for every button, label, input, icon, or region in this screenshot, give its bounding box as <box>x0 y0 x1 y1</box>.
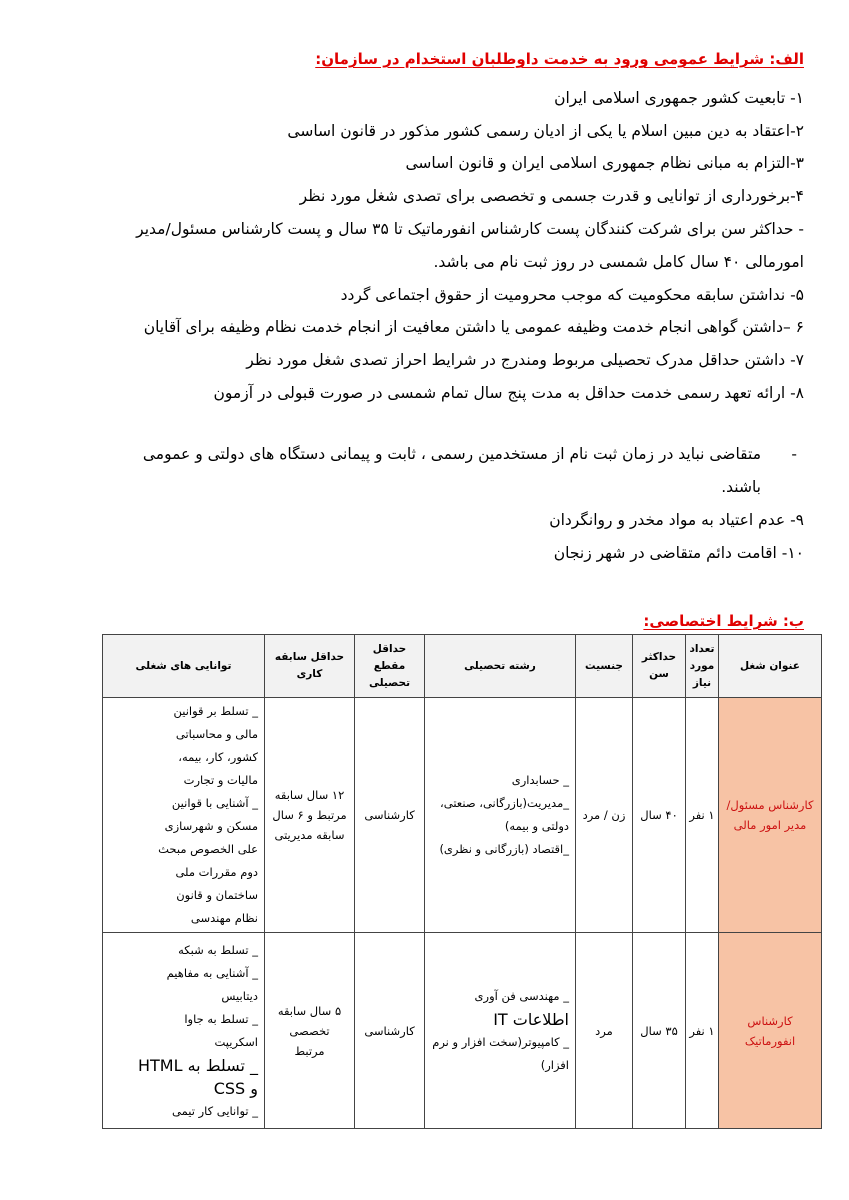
field-line: افزار) <box>540 1057 569 1072</box>
requirement-item: - حداکثر سن برای شرکت کنندگان پست کارشناس انفورماتیک تا ۳۵ سال و پست کارشناس مسئول/مدیر <box>136 220 804 238</box>
skill-line: علی الخصوص مبحث <box>158 842 258 856</box>
skill-line: ساختمان و قانون <box>176 888 258 902</box>
skill-line: _ تسلط به جاوا <box>184 1011 258 1026</box>
section-a-heading: الف: شرایط عمومی ورود به خدمت داوطلبان استخدام در سازمان: <box>315 50 804 68</box>
experience-line: مرتبط و ۶ سال <box>272 808 347 822</box>
gender-cell: مرد <box>576 933 633 1129</box>
skill-line: اسکریپت <box>214 1034 258 1049</box>
skill-line: مالی و محاسباتی <box>175 727 258 741</box>
experience-line: سابقه مدیریتی <box>274 828 345 842</box>
job-requirements-table <box>102 634 822 1129</box>
experience-line: مرتبط <box>294 1043 325 1058</box>
age-cell: ۳۵ سال <box>633 933 686 1129</box>
column-header: توانایی های شغلی <box>103 635 265 698</box>
note-bullet: - <box>791 445 797 463</box>
requirement-item: ۶ –داشتن گواهی انجام خدمت وظیفه عمومی یا داشتن معافیت از انجام خدمت نظام وظیفه برای آقایان <box>143 318 804 336</box>
skills-cell <box>103 698 265 933</box>
requirement-item: ۱۰- اقامت دائم متقاضی در شهر زنجان <box>553 544 804 562</box>
field-line: _مدیریت(بازرگانی، صنعتی، <box>440 796 569 810</box>
count-cell: ۱ نفر <box>686 933 719 1129</box>
note-line: متقاضی نباید در زمان ثبت نام از مستخدمین رسمی ، ثابت و پیمانی دستگاه های دولتی و عمومی <box>142 445 761 463</box>
skill-line: کشور، کار، بیمه، <box>178 750 258 764</box>
requirement-item: ۸- ارائه تعهد رسمی خدمت حداقل به مدت پنج سال تمام شمسی در صورت قبولی در آزمون <box>213 384 804 402</box>
column-header: عنوان شغل <box>719 635 822 698</box>
skill-line: مالیات و تجارت <box>183 773 258 787</box>
column-header: جنسیت <box>576 635 633 698</box>
skill-line: _ توانایی کار تیمی <box>172 1103 258 1118</box>
gender-cell: زن / مرد <box>576 698 633 933</box>
experience-line: تخصصی <box>289 1023 330 1038</box>
requirement-item: ۹- عدم اعتیاد به مواد مخدر و روانگردان <box>549 511 804 529</box>
degree-cell: کارشناسی <box>355 698 425 933</box>
field-line: _ کامپیوتر(سخت افزار و نرم <box>432 1034 569 1049</box>
column-header: رشته تحصیلی <box>425 635 576 698</box>
skill-line: مسکن و شهرسازی <box>164 819 258 833</box>
degree-cell: کارشناسی <box>355 933 425 1129</box>
skill-line: نظام مهندسی <box>190 911 258 925</box>
table-header-row <box>103 635 822 698</box>
field-line: _ حسابداری <box>511 773 569 787</box>
column-header: حداکثر سن <box>633 635 686 698</box>
skill-line: _ آشنایی به مفاهیم <box>166 965 258 980</box>
field-cell <box>425 933 576 1129</box>
skill-line: دوم مقررات ملی <box>175 865 258 879</box>
skill-line: دیتابیس <box>221 988 258 1003</box>
column-header: تعداد مورد نیاز <box>686 635 719 698</box>
skill-line: _ تسلط بر قوانین <box>173 704 258 718</box>
column-header: حداقل سابقه کاری <box>265 635 355 698</box>
column-header: حداقل مقطع تحصیلی <box>355 635 425 698</box>
field-cell <box>425 698 576 933</box>
skill-line: _ تسلط به شبکه <box>178 942 258 957</box>
skill-line: و CSS <box>213 1078 258 1098</box>
requirement-item: ۱- تابعیت کشور جمهوری اسلامی ایران <box>554 89 804 107</box>
requirement-item: ۷- داشتن حداقل مدرک تحصیلی مربوط ومندرج در شرایط احراز تصدی شغل مورد نظر <box>246 351 804 369</box>
count-cell: ۱ نفر <box>686 698 719 933</box>
requirement-item: ۲-اعتقاد به دین مبین اسلام یا یکی از ادیان رسمی کشور مذکور در قانون اساسی <box>287 122 804 140</box>
experience-cell <box>265 933 355 1129</box>
section-b-heading: ب: شرایط اختصاصی: <box>643 612 804 630</box>
requirement-item: ۳-التزام به مبانی نظام جمهوری اسلامی ایران و قانون اساسی <box>405 154 804 172</box>
field-line: دولتی و بیمه) <box>504 819 569 833</box>
job-title-cell: کارشناس مسئول/ مدیر امور مالی <box>719 698 822 933</box>
note-line: باشند. <box>721 478 761 496</box>
experience-line: ۵ سال سابقه <box>277 1003 342 1018</box>
field-line: _ مهندسی فن آوری <box>474 988 569 1003</box>
skill-line: _ تسلط به HTML <box>137 1055 258 1075</box>
table-row <box>103 698 822 933</box>
skills-cell <box>103 933 265 1129</box>
field-line: اطلاعات IT <box>493 1009 569 1029</box>
requirement-item: ۵- نداشتن سابقه محکومیت که موجب محرومیت از حقوق اجتماعی گردد <box>340 286 804 304</box>
skill-line: _ آشنایی با قوانین <box>171 796 258 810</box>
experience-line: ۱۲ سال سابقه <box>274 788 345 802</box>
requirement-item: ۴-برخورداری از توانایی و قدرت جسمی و تخصصی برای تصدی شغل مورد نظر <box>299 187 804 205</box>
experience-cell <box>265 698 355 933</box>
job-title-cell: کارشناس انفورماتیک <box>719 933 822 1129</box>
age-cell: ۴۰ سال <box>633 698 686 933</box>
table-row <box>103 933 822 1129</box>
requirement-item: امورمالی ۴۰ سال کامل شمسی در روز ثبت نام می باشد. <box>433 253 804 271</box>
field-line: _اقتصاد (بازرگانی و نظری) <box>439 842 569 856</box>
